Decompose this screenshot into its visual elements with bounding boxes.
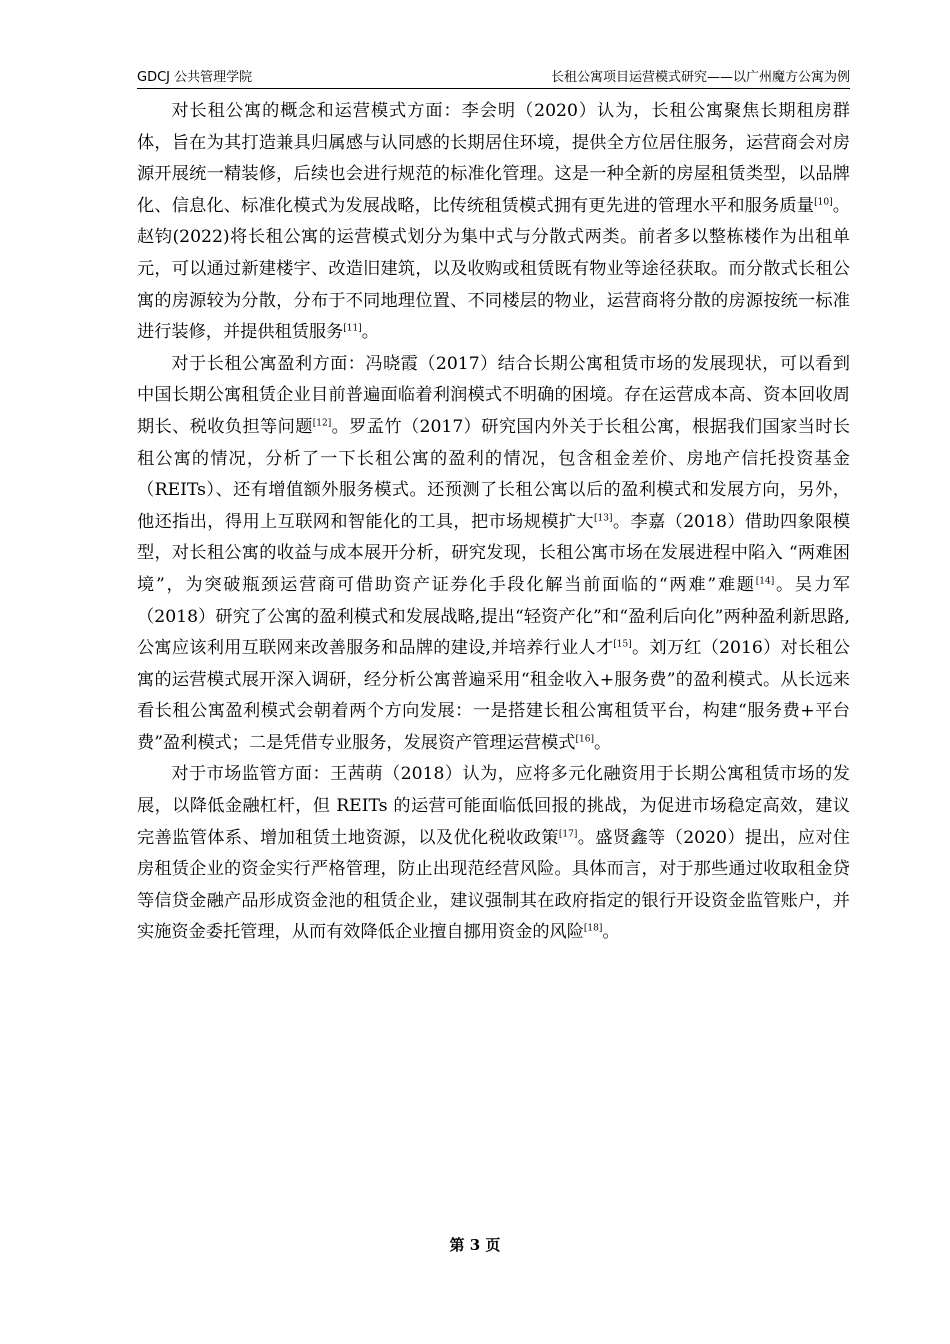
text-run: 。罗孟竹（2017）研究国内外关于长租公寓，根据我们国家当时长租公寓的情况，分析了一下长租公寓的盈利的情况，包含租金差价、房地产信托投资基金（REITs）、还有增值额外服务模式。还预测了长租公寓以后的盈利模式和发展方向，另外，他还指出，得用上互联网和智能化的工具，把市场规模扩大 (137, 416, 850, 532)
citation: [14] (755, 576, 775, 587)
body-text (137, 96, 850, 949)
text-run: 。 (593, 732, 612, 753)
citation: [12] (312, 418, 332, 429)
paragraph-concept (137, 96, 850, 349)
citation: [15] (613, 639, 632, 650)
citation: [18] (583, 923, 603, 934)
citation: [13] (594, 512, 613, 523)
text-run: 。 (361, 322, 379, 343)
header-thesis-title: 长租公寓项目运营模式研究——以广州魔方公寓为例 (550, 70, 850, 85)
text-run: 。盛贤鑫等（2020）提出，应对住房租赁企业的资金实行严格管理，防止出现范经营风险。具体而言，对于那些通过收取租金贷等信贷金融产品形成资金池的租赁企业，建议强制其在政府指定的银行开设资金监管账户，并实施资金委托管理，从而有效降低企业擅自挪用资金的风险 (137, 827, 850, 943)
citation: [11] (343, 323, 362, 334)
paragraph-regulation (137, 759, 850, 949)
citation: [16] (575, 734, 594, 745)
text-run: 。刘万红（2016）对长租公寓的运营模式展开深入调研，经分析公寓普遍采用“租金收入+服务费”的盈利模式。从长远来看长租公寓盈利模式会朝着两个方向发展：一是搭建长租公寓租赁平台，构建“服务费+平台费”盈利模式；二是凭借专业服务，发展资产管理运营模式 (137, 638, 850, 753)
citation: [10] (814, 197, 833, 208)
text-run: 对长租公寓的概念和运营模式方面：李会明（2020）认为，长租公寓聚焦长期租房群体，旨在为其打造兼具归属感与认同感的长期居住环境，提供全方位居住服务，运营商会对房源开展统一精装修，后续也会进行规范的标准化管理。这是一种全新的房屋租赁类型，以品牌化、信息化、标准化模式为发展战略，比传统租赁模式拥有更先进的管理水平和服务质量 (137, 101, 850, 216)
page-number: 第 3 页 (449, 1236, 501, 1254)
text-run: 。 (602, 922, 620, 943)
paragraph-profit (137, 349, 850, 760)
citation: [17] (558, 828, 578, 839)
header-institution: GDCJ 公共管理学院 (137, 70, 253, 85)
text-run: 。赵钧(2022)将长租公寓的运营模式划分为集中式与分散式两类。前者多以整栋楼作为出租单元，可以通过新建楼宇、改造旧建筑，以及收购或租赁既有物业等途径获取。而分散式长租公寓的房源较为分散，分布于不同地理位置、不同楼层的物业，运营商将分散的房源按统一标准进行装修，并提供租赁服务 (137, 195, 850, 343)
text-run: 对于长租公寓盈利方面：冯晓霞（2017）结合长期公寓租赁市场的发展现状，可以看到中国长期公寓租赁企业目前普遍面临着利润模式不明确的困境。存在运营成本高、资本回收周期长、税收负担等问题 (137, 353, 850, 437)
text-run: 。吴力军（2018）研究了公寓的盈利模式和发展战略,提出“轻资产化”和“盈利后向化”两种盈利新思路,公寓应该利用互联网来改善服务和品牌的建设,并培养行业人才 (137, 574, 850, 659)
page-header (137, 66, 850, 89)
text-run: 。李嘉（2018）借助四象限模型，对长租公寓的收益与成本展开分析，研究发现，长租公寓市场在发展进程中陷入 “两难困境”，为突破瓶颈运营商可借助资产证券化手段化解当前面临的“两难”难题 (137, 511, 850, 595)
text-run: 对于市场监管方面：王茜萌（2018）认为，应将多元化融资用于长期公寓租赁市场的发展，以降低金融杠杆，但 REITs 的运营可能面临低回报的挑战，为促进市场稳定高效，建议完善监管体系、增加租赁土地资源，以及优化税收政策 (137, 764, 850, 848)
